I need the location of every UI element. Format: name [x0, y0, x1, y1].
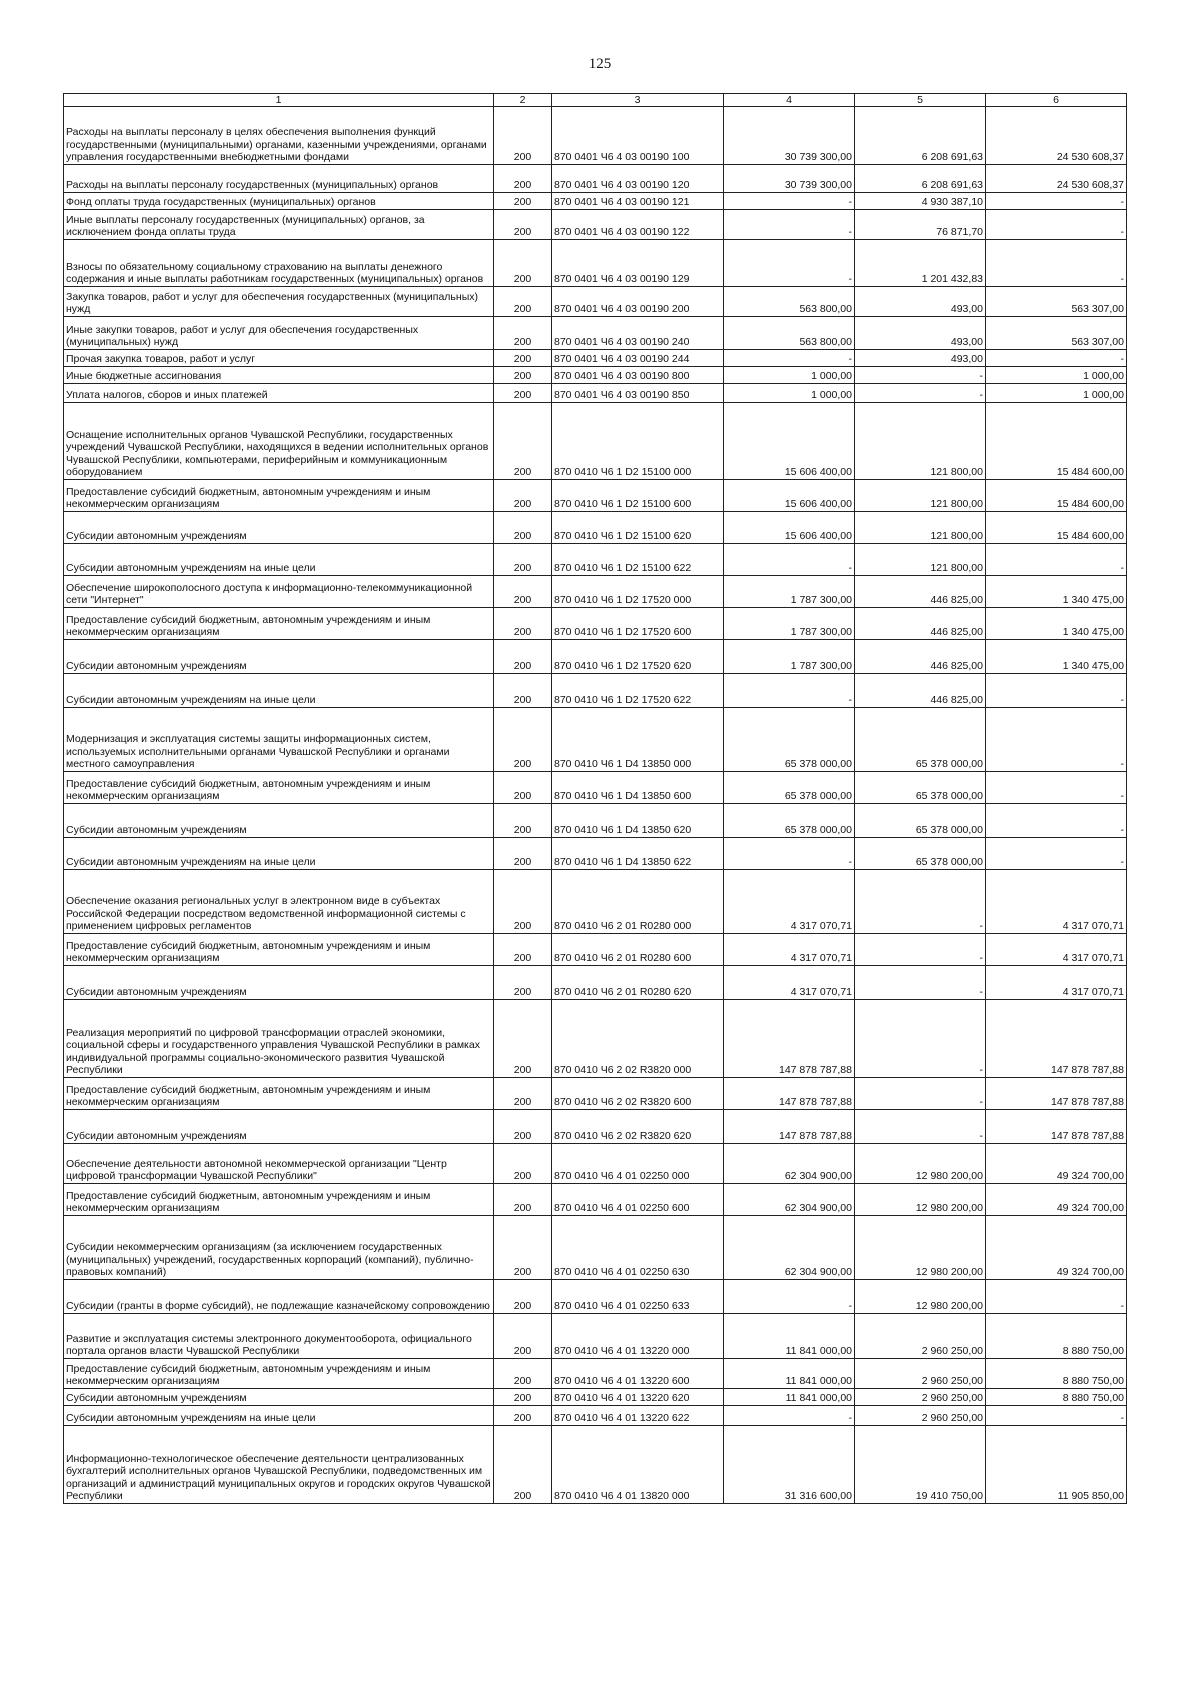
row-col6-cell: -: [986, 838, 1127, 870]
row-col6-cell: -: [986, 350, 1127, 367]
row-name-cell: Информационно-технологическое обеспечение деятельности централизованных бухгалтерий исполнительных органов Чувашской Республики, подведомственных им организаций и администраций муниципальных округов и городских округов Чувашской Республики: [64, 1426, 494, 1504]
row-code-cell: 870 0401 Ч6 4 03 00190 122: [552, 210, 724, 240]
row-name-cell: Предоставление субсидий бюджетным, автономным учреждениям и иным некоммерческим организациям: [64, 1359, 494, 1389]
row-col5-cell: 1 201 432,83: [855, 240, 986, 287]
row-col4-cell: -: [724, 674, 855, 708]
row-col6-cell: -: [986, 1406, 1127, 1426]
row-ved-cell: 200: [494, 1406, 552, 1426]
row-col4-cell: 1 787 300,00: [724, 640, 855, 674]
row-col6-cell: 49 324 700,00: [986, 1184, 1127, 1216]
row-col5-cell: 12 980 200,00: [855, 1216, 986, 1280]
row-ved-cell: 200: [494, 480, 552, 512]
row-ved-cell: 200: [494, 1110, 552, 1144]
table-row: [64, 210, 1127, 240]
row-col5-cell: -: [855, 934, 986, 966]
row-ved-cell: 200: [494, 1359, 552, 1389]
row-col5-cell: 121 800,00: [855, 512, 986, 544]
row-code-cell: 870 0410 Ч6 1 D4 13850 622: [552, 838, 724, 870]
row-ved-cell: 200: [494, 870, 552, 934]
row-code-cell: 870 0401 Ч6 4 03 00190 244: [552, 350, 724, 367]
row-col5-cell: 2 960 250,00: [855, 1406, 986, 1426]
row-code-cell: 870 0410 Ч6 2 01 R0280 620: [552, 966, 724, 1000]
table-row: [64, 576, 1127, 608]
row-col6-cell: 1 340 475,00: [986, 576, 1127, 608]
row-col6-cell: 1 340 475,00: [986, 640, 1127, 674]
row-col5-cell: -: [855, 384, 986, 403]
row-ved-cell: 200: [494, 966, 552, 1000]
row-col6-cell: 563 307,00: [986, 317, 1127, 350]
table-row: [64, 966, 1127, 1000]
row-col6-cell: 147 878 787,88: [986, 1000, 1127, 1078]
row-col6-cell: -: [986, 210, 1127, 240]
row-ved-cell: 200: [494, 1000, 552, 1078]
row-name-cell: Предоставление субсидий бюджетным, автономным учреждениям и иным некоммерческим организациям: [64, 772, 494, 804]
table-row: [64, 317, 1127, 350]
row-col4-cell: 1 000,00: [724, 384, 855, 403]
row-col4-cell: 563 800,00: [724, 317, 855, 350]
row-col4-cell: 65 378 000,00: [724, 804, 855, 838]
row-ved-cell: 200: [494, 1184, 552, 1216]
row-col4-cell: 4 317 070,71: [724, 934, 855, 966]
row-col5-cell: 121 800,00: [855, 480, 986, 512]
row-col4-cell: 147 878 787,88: [724, 1110, 855, 1144]
row-name-cell: Обеспечение деятельности автономной некоммерческой организации "Центр цифровой трансформации Чувашской Республики": [64, 1144, 494, 1184]
row-col6-cell: 8 880 750,00: [986, 1359, 1127, 1389]
row-name-cell: Субсидии автономным учреждениям: [64, 640, 494, 674]
row-code-cell: 870 0410 Ч6 2 01 R0280 000: [552, 870, 724, 934]
row-name-cell: Реализация мероприятий по цифровой трансформации отраслей экономики, социальной сферы и государственного управления Чувашской Республики в рамках индивидуальной программы социально-экономического развития Чувашской Республики: [64, 1000, 494, 1078]
row-col5-cell: 446 825,00: [855, 640, 986, 674]
table-row: [64, 193, 1127, 210]
row-code-cell: 870 0410 Ч6 4 01 13220 622: [552, 1406, 724, 1426]
row-col5-cell: 2 960 250,00: [855, 1389, 986, 1406]
row-col4-cell: 30 739 300,00: [724, 165, 855, 193]
table-row: [64, 1144, 1127, 1184]
table-row: [64, 240, 1127, 287]
table-row: [64, 512, 1127, 544]
row-col4-cell: 30 739 300,00: [724, 107, 855, 165]
row-name-cell: Оснащение исполнительных органов Чувашской Республики, государственных учреждений Чувашской Республики, находящихся в ведении исполнительных органов Чувашской Республики, компьютерами, периферийным и коммуникационным оборудованием: [64, 403, 494, 480]
row-code-cell: 870 0410 Ч6 1 D2 15100 622: [552, 544, 724, 576]
row-code-cell: 870 0410 Ч6 1 D4 13850 600: [552, 772, 724, 804]
row-col4-cell: 31 316 600,00: [724, 1426, 855, 1504]
row-ved-cell: 200: [494, 210, 552, 240]
row-name-cell: Предоставление субсидий бюджетным, автономным учреждениям и иным некоммерческим организациям: [64, 1078, 494, 1110]
table-row: [64, 772, 1127, 804]
row-code-cell: 870 0401 Ч6 4 03 00190 120: [552, 165, 724, 193]
row-ved-cell: 200: [494, 367, 552, 384]
row-name-cell: Закупка товаров, работ и услуг для обеспечения государственных (муниципальных) нужд: [64, 287, 494, 317]
row-col6-cell: 1 000,00: [986, 384, 1127, 403]
row-ved-cell: 200: [494, 708, 552, 772]
row-name-cell: Иные бюджетные ассигнования: [64, 367, 494, 384]
table-row: [64, 1280, 1127, 1314]
row-code-cell: 870 0410 Ч6 1 D2 17520 622: [552, 674, 724, 708]
row-ved-cell: 200: [494, 1389, 552, 1406]
row-col6-cell: 15 484 600,00: [986, 403, 1127, 480]
table-row: [64, 1389, 1127, 1406]
row-name-cell: Предоставление субсидий бюджетным, автономным учреждениям и иным некоммерческим организациям: [64, 608, 494, 640]
row-name-cell: Субсидии автономным учреждениям: [64, 512, 494, 544]
row-ved-cell: 200: [494, 1078, 552, 1110]
row-code-cell: 870 0410 Ч6 4 01 02250 630: [552, 1216, 724, 1280]
table-row: [64, 804, 1127, 838]
row-col5-cell: 12 980 200,00: [855, 1184, 986, 1216]
row-col4-cell: 15 606 400,00: [724, 480, 855, 512]
row-ved-cell: 200: [494, 107, 552, 165]
row-col5-cell: 2 960 250,00: [855, 1314, 986, 1359]
row-col5-cell: 65 378 000,00: [855, 708, 986, 772]
row-col4-cell: 62 304 900,00: [724, 1144, 855, 1184]
row-code-cell: 870 0401 Ч6 4 03 00190 129: [552, 240, 724, 287]
row-name-cell: Предоставление субсидий бюджетным, автономным учреждениям и иным некоммерческим организациям: [64, 480, 494, 512]
row-ved-cell: 200: [494, 403, 552, 480]
row-name-cell: Обеспечение оказания региональных услуг в электронном виде в субъектах Российской Федерации посредством ведомственной информационной системы с применением цифровых регламентов: [64, 870, 494, 934]
row-col6-cell: -: [986, 1280, 1127, 1314]
row-code-cell: 870 0410 Ч6 2 01 R0280 600: [552, 934, 724, 966]
row-name-cell: Субсидии автономным учреждениям на иные цели: [64, 674, 494, 708]
row-name-cell: Предоставление субсидий бюджетным, автономным учреждениям и иным некоммерческим организациям: [64, 934, 494, 966]
table-row: [64, 350, 1127, 367]
row-ved-cell: 200: [494, 772, 552, 804]
row-name-cell: Взносы по обязательному социальному страхованию на выплаты денежного содержания и иные выплаты работникам государственных (муниципальных) органов: [64, 240, 494, 287]
row-ved-cell: 200: [494, 934, 552, 966]
row-col5-cell: 12 980 200,00: [855, 1144, 986, 1184]
row-col6-cell: 4 317 070,71: [986, 934, 1127, 966]
row-col4-cell: -: [724, 210, 855, 240]
row-code-cell: 870 0410 Ч6 4 01 13220 000: [552, 1314, 724, 1359]
row-col6-cell: 11 905 850,00: [986, 1426, 1127, 1504]
row-col6-cell: 15 484 600,00: [986, 480, 1127, 512]
row-col6-cell: -: [986, 708, 1127, 772]
row-col4-cell: -: [724, 193, 855, 210]
row-code-cell: 870 0410 Ч6 4 01 02250 000: [552, 1144, 724, 1184]
row-col4-cell: 147 878 787,88: [724, 1078, 855, 1110]
row-col5-cell: 121 800,00: [855, 403, 986, 480]
row-ved-cell: 200: [494, 544, 552, 576]
row-name-cell: Развитие и эксплуатация системы электронного документооборота, официального портала органов власти Чувашской Республики: [64, 1314, 494, 1359]
table-row: [64, 384, 1127, 403]
header-col-2: 2: [494, 94, 552, 107]
row-ved-cell: 200: [494, 674, 552, 708]
row-col4-cell: 15 606 400,00: [724, 403, 855, 480]
row-ved-cell: 200: [494, 350, 552, 367]
row-col6-cell: 49 324 700,00: [986, 1144, 1127, 1184]
table-row: [64, 1406, 1127, 1426]
row-col6-cell: 49 324 700,00: [986, 1216, 1127, 1280]
row-col5-cell: -: [855, 1000, 986, 1078]
row-code-cell: 870 0401 Ч6 4 03 00190 240: [552, 317, 724, 350]
table-row: [64, 1314, 1127, 1359]
row-col6-cell: 24 530 608,37: [986, 165, 1127, 193]
row-col6-cell: 1 340 475,00: [986, 608, 1127, 640]
row-code-cell: 870 0410 Ч6 1 D2 15100 620: [552, 512, 724, 544]
row-ved-cell: 200: [494, 640, 552, 674]
table-row: [64, 1000, 1127, 1078]
row-ved-cell: 200: [494, 838, 552, 870]
table-row: [64, 870, 1127, 934]
row-col4-cell: -: [724, 350, 855, 367]
row-ved-cell: 200: [494, 608, 552, 640]
table-row: [64, 544, 1127, 576]
row-code-cell: 870 0410 Ч6 1 D2 17520 000: [552, 576, 724, 608]
row-name-cell: Модернизация и эксплуатация системы защиты информационных систем, используемых исполнительными органами Чувашской Республики и органами местного самоуправления: [64, 708, 494, 772]
row-name-cell: Иные закупки товаров, работ и услуг для обеспечения государственных (муниципальных) нужд: [64, 317, 494, 350]
row-col6-cell: 4 317 070,71: [986, 966, 1127, 1000]
table-row: [64, 708, 1127, 772]
row-ved-cell: 200: [494, 1314, 552, 1359]
row-ved-cell: 200: [494, 1144, 552, 1184]
row-code-cell: 870 0410 Ч6 2 02 R3820 600: [552, 1078, 724, 1110]
row-name-cell: Субсидии (гранты в форме субсидий), не подлежащие казначейскому сопровождению: [64, 1280, 494, 1314]
row-col4-cell: 11 841 000,00: [724, 1389, 855, 1406]
table-row: [64, 838, 1127, 870]
row-col6-cell: 4 317 070,71: [986, 870, 1127, 934]
row-name-cell: Иные выплаты персоналу государственных (муниципальных) органов, за исключением фонда оплаты труда: [64, 210, 494, 240]
row-col5-cell: -: [855, 966, 986, 1000]
row-col5-cell: 19 410 750,00: [855, 1426, 986, 1504]
row-ved-cell: 200: [494, 287, 552, 317]
row-col5-cell: 76 871,70: [855, 210, 986, 240]
row-name-cell: Субсидии автономным учреждениям на иные цели: [64, 1406, 494, 1426]
row-col6-cell: -: [986, 240, 1127, 287]
table-body: [64, 107, 1127, 1504]
row-col4-cell: -: [724, 240, 855, 287]
row-col5-cell: 493,00: [855, 317, 986, 350]
row-col6-cell: -: [986, 193, 1127, 210]
row-code-cell: 870 0410 Ч6 4 01 13220 600: [552, 1359, 724, 1389]
row-code-cell: 870 0410 Ч6 4 01 02250 633: [552, 1280, 724, 1314]
table-row: [64, 165, 1127, 193]
row-code-cell: 870 0410 Ч6 1 D2 15100 000: [552, 403, 724, 480]
row-ved-cell: 200: [494, 317, 552, 350]
table-row: [64, 107, 1127, 165]
row-name-cell: Обеспечение широкополосного доступа к информационно-телекоммуникационной сети "Интернет": [64, 576, 494, 608]
row-col5-cell: 65 378 000,00: [855, 804, 986, 838]
row-col5-cell: 2 960 250,00: [855, 1359, 986, 1389]
row-name-cell: Субсидии автономным учреждениям: [64, 804, 494, 838]
row-col5-cell: 446 825,00: [855, 608, 986, 640]
row-col4-cell: 4 317 070,71: [724, 870, 855, 934]
row-col5-cell: -: [855, 367, 986, 384]
table-row: [64, 1078, 1127, 1110]
row-code-cell: 870 0410 Ч6 1 D2 15100 600: [552, 480, 724, 512]
row-col4-cell: 62 304 900,00: [724, 1184, 855, 1216]
row-col5-cell: 446 825,00: [855, 674, 986, 708]
row-ved-cell: 200: [494, 240, 552, 287]
table-row: [64, 1184, 1127, 1216]
header-col-6: 6: [986, 94, 1127, 107]
table-row: [64, 640, 1127, 674]
row-col4-cell: 1 787 300,00: [724, 608, 855, 640]
row-col6-cell: 563 307,00: [986, 287, 1127, 317]
row-name-cell: Расходы на выплаты персоналу в целях обеспечения выполнения функций государственными (муниципальными) органами, казенными учреждениями, органами управления государственными внебюджетными фондами: [64, 107, 494, 165]
row-code-cell: 870 0410 Ч6 1 D4 13850 000: [552, 708, 724, 772]
row-name-cell: Субсидии автономным учреждениям: [64, 1389, 494, 1406]
row-col5-cell: 4 930 387,10: [855, 193, 986, 210]
row-col6-cell: 1 000,00: [986, 367, 1127, 384]
row-col4-cell: 1 000,00: [724, 367, 855, 384]
row-code-cell: 870 0410 Ч6 4 01 02250 600: [552, 1184, 724, 1216]
header-col-1: 1: [64, 94, 494, 107]
header-col-5: 5: [855, 94, 986, 107]
row-col4-cell: -: [724, 544, 855, 576]
table-row: [64, 1216, 1127, 1280]
row-col5-cell: 121 800,00: [855, 544, 986, 576]
row-col4-cell: 65 378 000,00: [724, 708, 855, 772]
row-code-cell: 870 0401 Ч6 4 03 00190 800: [552, 367, 724, 384]
row-ved-cell: 200: [494, 512, 552, 544]
table-row: [64, 480, 1127, 512]
row-col4-cell: 4 317 070,71: [724, 966, 855, 1000]
row-name-cell: Предоставление субсидий бюджетным, автономным учреждениям и иным некоммерческим организациям: [64, 1184, 494, 1216]
row-name-cell: Фонд оплаты труда государственных (муниципальных) органов: [64, 193, 494, 210]
row-col6-cell: 8 880 750,00: [986, 1389, 1127, 1406]
row-code-cell: 870 0410 Ч6 4 01 13820 000: [552, 1426, 724, 1504]
table-row: [64, 1426, 1127, 1504]
row-ved-cell: 200: [494, 1216, 552, 1280]
row-name-cell: Субсидии автономным учреждениям: [64, 966, 494, 1000]
table-row: [64, 934, 1127, 966]
row-col5-cell: 65 378 000,00: [855, 772, 986, 804]
row-col6-cell: 15 484 600,00: [986, 512, 1127, 544]
row-code-cell: 870 0410 Ч6 2 02 R3820 000: [552, 1000, 724, 1078]
row-col4-cell: 62 304 900,00: [724, 1216, 855, 1280]
row-ved-cell: 200: [494, 165, 552, 193]
row-col5-cell: -: [855, 1078, 986, 1110]
row-col5-cell: 493,00: [855, 287, 986, 317]
row-ved-cell: 200: [494, 804, 552, 838]
row-col6-cell: 8 880 750,00: [986, 1314, 1127, 1359]
row-col4-cell: 15 606 400,00: [724, 512, 855, 544]
row-col4-cell: 11 841 000,00: [724, 1314, 855, 1359]
row-name-cell: Субсидии автономным учреждениям на иные цели: [64, 544, 494, 576]
row-col5-cell: 12 980 200,00: [855, 1280, 986, 1314]
table-header-row: [64, 94, 1127, 107]
row-code-cell: 870 0410 Ч6 2 02 R3820 620: [552, 1110, 724, 1144]
row-col6-cell: 147 878 787,88: [986, 1110, 1127, 1144]
row-name-cell: Расходы на выплаты персоналу государственных (муниципальных) органов: [64, 165, 494, 193]
row-col4-cell: 65 378 000,00: [724, 772, 855, 804]
row-col5-cell: -: [855, 1110, 986, 1144]
row-col4-cell: 147 878 787,88: [724, 1000, 855, 1078]
row-ved-cell: 200: [494, 576, 552, 608]
row-col5-cell: 446 825,00: [855, 576, 986, 608]
header-col-4: 4: [724, 94, 855, 107]
budget-table: [63, 93, 1127, 1504]
row-ved-cell: 200: [494, 193, 552, 210]
row-ved-cell: 200: [494, 1426, 552, 1504]
table-row: [64, 1359, 1127, 1389]
row-col4-cell: -: [724, 1406, 855, 1426]
row-col5-cell: 493,00: [855, 350, 986, 367]
row-col5-cell: -: [855, 870, 986, 934]
row-col4-cell: 1 787 300,00: [724, 576, 855, 608]
row-col6-cell: -: [986, 674, 1127, 708]
row-code-cell: 870 0410 Ч6 1 D2 17520 600: [552, 608, 724, 640]
row-col5-cell: 6 208 691,63: [855, 165, 986, 193]
row-col4-cell: -: [724, 838, 855, 870]
row-ved-cell: 200: [494, 384, 552, 403]
row-code-cell: 870 0401 Ч6 4 03 00190 121: [552, 193, 724, 210]
header-col-3: 3: [552, 94, 724, 107]
row-code-cell: 870 0401 Ч6 4 03 00190 100: [552, 107, 724, 165]
row-col5-cell: 6 208 691,63: [855, 107, 986, 165]
table-row: [64, 674, 1127, 708]
table-row: [64, 403, 1127, 480]
row-code-cell: 870 0410 Ч6 1 D2 17520 620: [552, 640, 724, 674]
row-name-cell: Субсидии автономным учреждениям на иные цели: [64, 838, 494, 870]
row-col6-cell: -: [986, 544, 1127, 576]
row-col6-cell: 24 530 608,37: [986, 107, 1127, 165]
row-col4-cell: 563 800,00: [724, 287, 855, 317]
row-code-cell: 870 0401 Ч6 4 03 00190 200: [552, 287, 724, 317]
table-row: [64, 367, 1127, 384]
row-code-cell: 870 0410 Ч6 1 D4 13850 620: [552, 804, 724, 838]
table-row: [64, 287, 1127, 317]
row-ved-cell: 200: [494, 1280, 552, 1314]
table-row: [64, 1110, 1127, 1144]
row-name-cell: Уплата налогов, сборов и иных платежей: [64, 384, 494, 403]
row-col6-cell: -: [986, 772, 1127, 804]
row-col5-cell: 65 378 000,00: [855, 838, 986, 870]
row-col6-cell: 147 878 787,88: [986, 1078, 1127, 1110]
table-row: [64, 608, 1127, 640]
row-code-cell: 870 0410 Ч6 4 01 13220 620: [552, 1389, 724, 1406]
row-name-cell: Субсидии некоммерческим организациям (за исключением государственных (муниципальных) учреждений, государственных корпораций (компаний), публично-правовых компаний): [64, 1216, 494, 1280]
page-number: 125: [588, 56, 612, 72]
row-col4-cell: -: [724, 1280, 855, 1314]
row-col4-cell: 11 841 000,00: [724, 1359, 855, 1389]
row-name-cell: Прочая закупка товаров, работ и услуг: [64, 350, 494, 367]
row-col6-cell: -: [986, 804, 1127, 838]
row-code-cell: 870 0401 Ч6 4 03 00190 850: [552, 384, 724, 403]
row-name-cell: Субсидии автономным учреждениям: [64, 1110, 494, 1144]
